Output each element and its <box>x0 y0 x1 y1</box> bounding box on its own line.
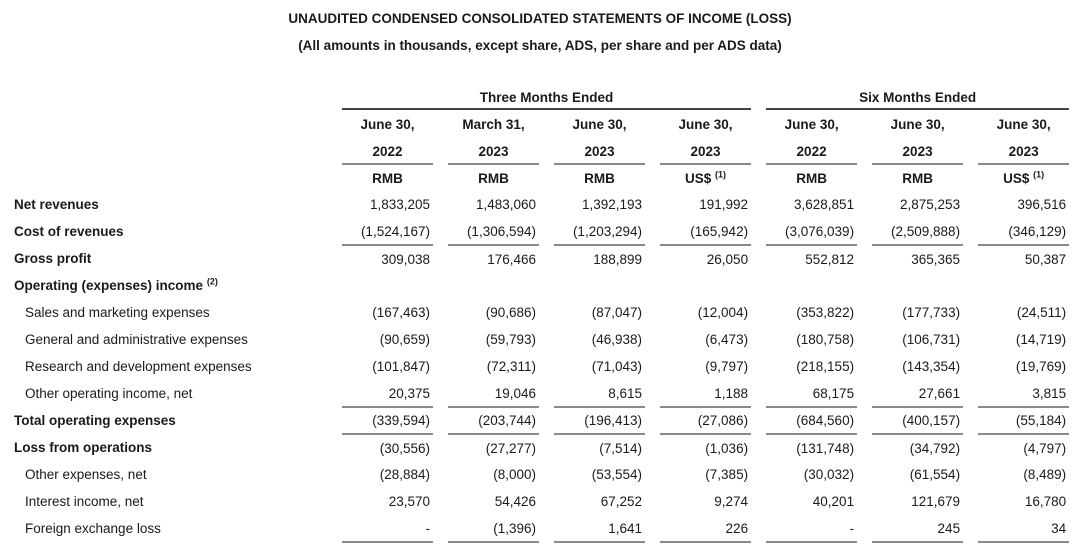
row-label: Sales and marketing expenses <box>25 305 210 320</box>
cell-value: 245 <box>872 515 963 542</box>
cell-value: (203,744) <box>448 407 539 434</box>
cell-value: (353,822) <box>796 305 855 320</box>
cell-value: 23,570 <box>388 494 430 509</box>
column-header-year: 2022 <box>766 139 857 164</box>
column-spacer <box>857 326 872 353</box>
table-row <box>14 380 1069 407</box>
column-spacer <box>963 164 978 191</box>
column-spacer <box>539 353 554 380</box>
cell-value: (30,556) <box>379 440 430 456</box>
cell-value: (8,000) <box>493 467 536 482</box>
cell-value: (46,938) <box>591 332 642 347</box>
column-spacer <box>433 109 448 139</box>
cell-value: (167,463) <box>372 305 430 320</box>
statement-subtitle: (All amounts in thousands, except share, ADS, per share and per ADS data) <box>298 38 782 53</box>
cell-value <box>660 272 751 299</box>
cell-value <box>872 272 963 299</box>
column-header-currency: RMB <box>478 170 509 186</box>
column-spacer <box>857 139 872 164</box>
column-header-year: 2023 <box>660 139 751 164</box>
column-spacer <box>433 245 448 272</box>
table-row <box>14 434 1069 461</box>
column-spacer <box>857 353 872 380</box>
cell-value: (2,509,888) <box>872 218 963 245</box>
cell-value: (71,043) <box>591 359 642 374</box>
cell-value: 3,628,851 <box>794 197 855 212</box>
column-header-currency: RMB <box>796 170 827 186</box>
column-spacer <box>963 299 978 326</box>
table-row <box>14 272 1069 299</box>
column-header-period: March 31, <box>462 117 525 132</box>
column-spacer <box>751 245 766 272</box>
row-label-empty <box>14 164 342 191</box>
cell-value: 226 <box>660 515 751 542</box>
group-header-three-months-ended: Three Months Ended <box>342 83 751 109</box>
cell-value: (90,686) <box>485 305 536 320</box>
column-spacer <box>433 407 448 434</box>
column-spacer <box>539 139 554 164</box>
cell-value <box>342 272 433 299</box>
cell-value: 34 <box>978 515 1069 542</box>
cell-value: (55,184) <box>978 407 1069 434</box>
column-spacer <box>751 272 766 299</box>
column-spacer <box>963 488 978 515</box>
row-label: Research and development expenses <box>25 359 252 374</box>
column-header-currency: US$ $^{(1)}$ <box>685 169 727 186</box>
cell-value: (106,731) <box>902 332 961 347</box>
column-spacer <box>645 434 660 461</box>
cell-value: (3,076,039) <box>766 218 857 245</box>
column-spacer <box>857 380 872 407</box>
table-row <box>14 299 1069 326</box>
cell-value: (339,594) <box>342 407 433 434</box>
column-spacer <box>751 488 766 515</box>
cell-value: 176,466 <box>487 251 536 267</box>
column-spacer <box>539 164 554 191</box>
cell-value: (346,129) <box>978 218 1069 245</box>
cell-value: 26,050 <box>706 251 749 267</box>
cell-value: (27,086) <box>660 407 751 434</box>
column-header-period: June 30, <box>360 117 415 132</box>
cell-value: 67,252 <box>600 494 642 509</box>
column-spacer <box>857 218 872 245</box>
column-spacer <box>963 515 978 542</box>
row-label: Interest income, net <box>25 494 144 509</box>
cell-value: 396,516 <box>1017 197 1067 212</box>
column-spacer <box>963 218 978 245</box>
table-row <box>14 515 1069 542</box>
column-spacer <box>857 272 872 299</box>
cell-value: (1,524,167) <box>342 218 433 245</box>
table-row <box>14 407 1069 434</box>
column-spacer <box>751 326 766 353</box>
column-header-year: 2023 <box>448 139 539 164</box>
column-spacer <box>751 434 766 461</box>
column-spacer <box>433 272 448 299</box>
table-body <box>14 191 1069 542</box>
column-header-currency: RMB <box>584 170 615 186</box>
cell-value: (19,769) <box>1015 359 1067 374</box>
column-spacer <box>433 434 448 461</box>
column-spacer <box>433 164 448 191</box>
cell-value: (218,155) <box>796 359 855 374</box>
cell-value: 9,274 <box>714 494 749 509</box>
cell-value: 40,201 <box>812 494 855 509</box>
column-spacer <box>645 245 660 272</box>
column-header-period: June 30, <box>572 117 627 132</box>
cell-value: 1,483,060 <box>475 197 536 212</box>
column-spacer <box>963 109 978 139</box>
cell-value: 16,780 <box>1024 494 1067 509</box>
table-row <box>14 353 1069 380</box>
column-spacer <box>751 109 766 139</box>
table-row <box>14 218 1069 245</box>
column-spacer <box>857 299 872 326</box>
table-row <box>14 461 1069 488</box>
column-header-year: 2023 <box>554 139 645 164</box>
cell-value <box>766 272 857 299</box>
cell-value: 1,392,193 <box>581 197 642 212</box>
cell-value: (61,554) <box>909 467 961 482</box>
cell-value: (90,659) <box>379 332 430 347</box>
cell-value: (400,157) <box>872 407 963 434</box>
row-period-headers <box>14 109 1069 139</box>
column-spacer <box>645 515 660 542</box>
row-year-headers <box>14 139 1069 164</box>
cell-value: 19,046 <box>448 380 539 407</box>
column-spacer <box>539 488 554 515</box>
cell-value: 54,426 <box>494 494 536 509</box>
column-header-currency: US$ $^{(1)}$ <box>1003 169 1045 186</box>
cell-value <box>978 272 1069 299</box>
column-spacer <box>963 461 978 488</box>
column-spacer <box>433 353 448 380</box>
column-spacer <box>645 139 660 164</box>
cell-value: (72,311) <box>486 359 536 374</box>
column-spacer <box>539 326 554 353</box>
cell-value: 3,815 <box>978 380 1069 407</box>
column-spacer <box>857 164 872 191</box>
column-spacer <box>539 191 554 218</box>
cell-value: (1,396) <box>448 515 539 542</box>
row-currency-headers <box>14 164 1069 191</box>
cell-value: (7,514) <box>599 440 642 456</box>
column-spacer <box>539 407 554 434</box>
row-label: General and administrative expenses <box>25 332 248 347</box>
column-spacer <box>751 139 766 164</box>
column-spacer <box>751 299 766 326</box>
column-spacer <box>433 218 448 245</box>
column-spacer <box>857 191 872 218</box>
cell-value: (27,277) <box>485 440 536 456</box>
column-spacer <box>433 139 448 164</box>
column-spacer <box>963 245 978 272</box>
cell-value: (1,306,594) <box>448 218 539 245</box>
cell-value: 2,875,253 <box>900 197 961 212</box>
column-spacer <box>433 191 448 218</box>
column-spacer <box>645 326 660 353</box>
row-label: Total operating expenses <box>14 413 176 428</box>
cell-value: (196,413) <box>554 407 645 434</box>
cell-value: 68,175 <box>766 380 857 407</box>
column-header-year: 2023 <box>978 139 1069 164</box>
column-spacer <box>539 218 554 245</box>
column-header-period: June 30, <box>784 117 839 132</box>
column-spacer <box>963 326 978 353</box>
cell-value: (684,560) <box>766 407 857 434</box>
cell-value: 1,188 <box>660 380 751 407</box>
column-spacer <box>963 380 978 407</box>
column-header-period: June 30, <box>678 117 733 132</box>
row-label: Cost of revenues <box>14 224 124 239</box>
cell-value: (28,884) <box>379 467 430 482</box>
column-spacer <box>433 299 448 326</box>
row-label: Gross profit <box>14 251 92 266</box>
column-spacer <box>751 461 766 488</box>
row-label: Operating (expenses) income $^{(2)}$ <box>14 276 218 293</box>
column-spacer <box>857 434 872 461</box>
column-spacer <box>539 461 554 488</box>
cell-value: - <box>766 515 857 542</box>
cell-value: 121,679 <box>911 494 961 509</box>
cell-value: 50,387 <box>1024 251 1067 267</box>
cell-value: (24,511) <box>1016 305 1067 320</box>
row-label: Net revenues <box>14 197 99 212</box>
corner-empty-cell <box>14 83 342 109</box>
cell-value: 1,641 <box>554 515 645 542</box>
column-spacer <box>645 488 660 515</box>
row-label: Foreign exchange loss <box>25 521 161 536</box>
column-spacer <box>857 461 872 488</box>
column-spacer <box>857 407 872 434</box>
column-spacer <box>751 218 766 245</box>
column-spacer <box>539 109 554 139</box>
column-spacer <box>963 139 978 164</box>
row-group-headers <box>14 83 1069 109</box>
cell-value: (8,489) <box>1023 467 1067 482</box>
column-spacer <box>857 488 872 515</box>
income-statement-table <box>14 83 1069 543</box>
column-spacer <box>539 272 554 299</box>
cell-value: (131,748) <box>796 440 855 456</box>
column-spacer <box>751 164 766 191</box>
column-spacer <box>539 380 554 407</box>
cell-value: 8,615 <box>554 380 645 407</box>
column-spacer <box>539 434 554 461</box>
column-spacer <box>539 299 554 326</box>
cell-value: (4,797) <box>1023 440 1067 456</box>
column-spacer <box>751 191 766 218</box>
column-spacer <box>645 407 660 434</box>
column-spacer <box>645 380 660 407</box>
column-spacer <box>645 109 660 139</box>
footnote-marker: (1) <box>715 169 727 179</box>
cell-value <box>448 272 539 299</box>
column-spacer <box>751 407 766 434</box>
table-row <box>14 488 1069 515</box>
row-label-empty <box>14 139 342 164</box>
column-spacer <box>433 461 448 488</box>
row-label: Loss from operations <box>14 440 153 455</box>
column-spacer <box>645 164 660 191</box>
cell-value: (53,554) <box>591 467 642 482</box>
cell-value: 191,992 <box>699 197 749 212</box>
column-spacer <box>963 407 978 434</box>
column-spacer <box>645 353 660 380</box>
column-spacer <box>751 83 766 109</box>
cell-value: 188,899 <box>593 251 642 267</box>
table-row <box>14 245 1069 272</box>
column-spacer <box>963 272 978 299</box>
cell-value: - <box>342 515 433 542</box>
cell-value: (34,792) <box>909 440 961 456</box>
column-spacer <box>433 515 448 542</box>
column-spacer <box>963 191 978 218</box>
column-spacer <box>751 353 766 380</box>
cell-value: (9,797) <box>705 359 749 374</box>
table-row <box>14 326 1069 353</box>
column-spacer <box>645 461 660 488</box>
column-spacer <box>751 515 766 542</box>
table-header <box>14 83 1069 191</box>
cell-value <box>554 272 645 299</box>
cell-value: (7,385) <box>705 467 749 482</box>
cell-value: (1,036) <box>705 440 749 456</box>
cell-value: (177,733) <box>902 305 961 320</box>
column-spacer <box>963 353 978 380</box>
column-spacer <box>645 218 660 245</box>
cell-value: 27,661 <box>872 380 963 407</box>
column-header-currency: RMB <box>902 170 933 186</box>
group-header-six-months-ended: Six Months Ended <box>766 83 1069 109</box>
column-header-period: June 30, <box>890 117 945 132</box>
column-header-year: 2022 <box>342 139 433 164</box>
column-spacer <box>539 515 554 542</box>
column-header-period: June 30, <box>996 117 1051 132</box>
cell-value: (59,793) <box>485 332 536 347</box>
cell-value: 309,038 <box>381 251 430 267</box>
column-spacer <box>857 245 872 272</box>
column-spacer <box>857 515 872 542</box>
column-spacer <box>539 245 554 272</box>
column-spacer <box>963 434 978 461</box>
cell-value: (12,004) <box>697 305 749 320</box>
cell-value: (6,473) <box>705 332 749 347</box>
row-label-empty <box>14 109 342 139</box>
cell-value: 20,375 <box>342 380 433 407</box>
cell-value: (143,354) <box>902 359 961 374</box>
cell-value: (1,203,294) <box>554 218 645 245</box>
cell-value: 1,833,205 <box>369 197 430 212</box>
column-header-currency: RMB <box>372 170 403 186</box>
footnote-marker: (2) <box>206 276 218 287</box>
row-label: Other operating income, net <box>25 386 193 401</box>
column-spacer <box>645 272 660 299</box>
cell-value: (101,847) <box>372 359 430 374</box>
cell-value: (165,942) <box>660 218 751 245</box>
cell-value: (87,047) <box>591 305 642 320</box>
cell-value: 552,812 <box>805 251 855 267</box>
cell-value: (30,032) <box>803 467 855 482</box>
column-spacer <box>433 488 448 515</box>
cell-value: (14,719) <box>1015 332 1067 347</box>
column-spacer <box>645 299 660 326</box>
footnote-marker: (1) <box>1033 169 1045 179</box>
cell-value: (180,758) <box>796 332 855 347</box>
statement-title: UNAUDITED CONDENSED CONSOLIDATED STATEMENTS OF INCOME (LOSS) <box>288 11 792 26</box>
row-label: Other expenses, net <box>25 467 147 482</box>
column-header-year: 2023 <box>872 139 963 164</box>
column-spacer <box>857 109 872 139</box>
table-row <box>14 191 1069 218</box>
cell-value: 365,365 <box>911 251 961 267</box>
column-spacer <box>433 326 448 353</box>
column-spacer <box>433 380 448 407</box>
column-spacer <box>751 380 766 407</box>
column-spacer <box>645 191 660 218</box>
